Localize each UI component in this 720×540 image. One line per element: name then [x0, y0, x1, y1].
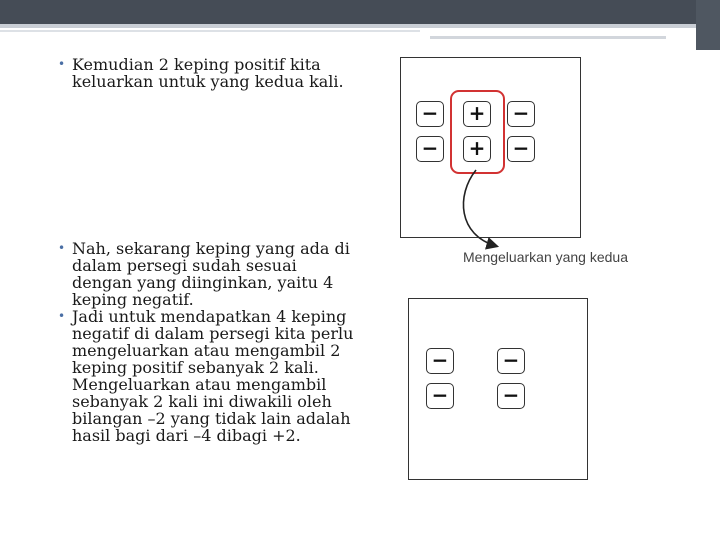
header-rule-thin [0, 30, 420, 32]
bullet-list-bottom [58, 240, 358, 444]
curved-arrow-icon [450, 160, 510, 255]
header-rule-short [430, 36, 666, 39]
bullet-item: • Nah, sekarang keping yang ada di dalam persegi sudah sesuai dengan yang diinginkan, yaitu 4 keping negatif. [58, 240, 358, 308]
title-bar [0, 0, 720, 24]
bullet-item: • Kemudian 2 keping positif kita keluarkan untuk yang kedua kali. [58, 56, 358, 90]
negative-tile: − [426, 348, 454, 374]
diagram-caption: Mengeluarkan yang kedua [463, 249, 629, 265]
negative-tile: − [416, 101, 444, 127]
negative-tile: − [507, 101, 535, 127]
negative-tile: − [497, 383, 525, 409]
positive-tile: + [463, 101, 491, 127]
negative-tile: − [426, 383, 454, 409]
negative-tile: − [416, 136, 444, 162]
header-rule [0, 24, 696, 28]
bullet-item: • Jadi untuk mendapatkan 4 keping negatif di dalam persegi kita perlu mengeluarkan atau mengambil 2 keping positif sebanyak 2 kali. Mengeluarkan atau mengambil sebanyak 2 kali ini diwakili oleh bilangan –2 yang tidak lain adalah hasil bagi dari –4 dibagi +2. [58, 308, 358, 444]
negative-tile: − [507, 136, 535, 162]
title-bar-corner [696, 0, 720, 50]
bullet-list-top [58, 56, 358, 90]
negative-tile: − [497, 348, 525, 374]
positive-tile: + [463, 136, 491, 162]
